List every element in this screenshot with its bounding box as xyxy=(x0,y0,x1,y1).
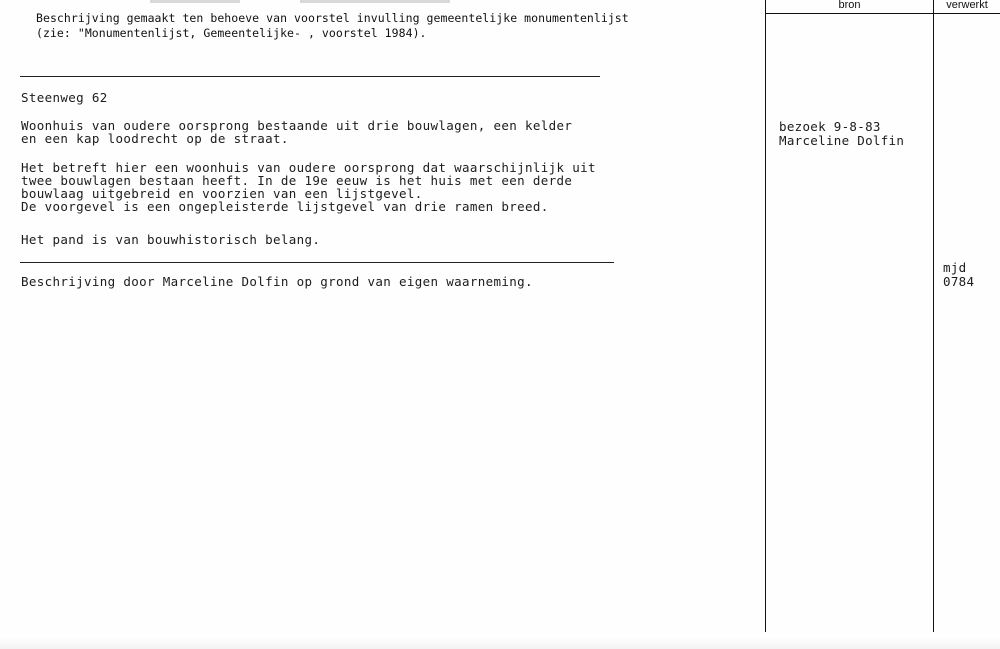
source-note: Beschrijving door Marceline Dolfin op grond van eigen waarneming. xyxy=(21,274,533,289)
description-line: bouwlaag uitgebreid en voorzien van een lijstgevel. xyxy=(21,186,423,201)
summary-paragraph xyxy=(21,119,572,145)
verwerkt-entry-date: 0784 xyxy=(943,274,975,289)
header-note xyxy=(36,11,629,41)
scan-smudge xyxy=(300,0,450,3)
verwerkt-entry xyxy=(943,261,974,289)
description-line: De voorgevel is een ongepleisterde lijstgevel van drie ramen breed. xyxy=(21,199,549,214)
bron-column-left-border xyxy=(765,0,766,632)
bron-column-header: bron xyxy=(838,0,861,11)
summary-line: Woonhuis van oudere oorsprong bestaande uit drie bouwlagen, een kelder xyxy=(21,118,573,133)
scan-smudge xyxy=(150,0,240,3)
verwerkt-column-left-border xyxy=(933,0,934,632)
scan-bottom-shade xyxy=(0,637,1000,649)
bron-entry-author: Marceline Dolfin xyxy=(779,133,905,148)
column-header-rule xyxy=(765,13,1000,14)
verwerkt-column-header: verwerkt xyxy=(946,0,988,11)
bron-entry-visit: bezoek 9-8-83 xyxy=(779,119,881,134)
address-title: Steenweg 62 xyxy=(21,90,108,105)
header-note-line-1: Beschrijving gemaakt ten behoeve van voorstel invulling gemeentelijke monumentenlijst xyxy=(36,11,629,25)
significance-line: Het pand is van bouwhistorisch belang. xyxy=(21,232,321,247)
header-note-line-2: (zie: "Monumentenlijst, Gemeentelijke- , voorstel 1984). xyxy=(36,26,427,40)
verwerkt-entry-initials: mjd xyxy=(943,260,967,275)
bron-entry xyxy=(779,120,904,148)
body-rule xyxy=(20,262,614,263)
description-line: Het betreft hier een woonhuis van oudere oorsprong dat waarschijnlijk uit xyxy=(21,160,596,175)
header-rule xyxy=(20,76,600,77)
description-paragraph xyxy=(21,161,596,213)
summary-line: en een kap loodrecht op de straat. xyxy=(21,131,289,146)
description-line: twee bouwlagen bestaan heeft. In de 19e eeuw is het huis met een derde xyxy=(21,173,573,188)
